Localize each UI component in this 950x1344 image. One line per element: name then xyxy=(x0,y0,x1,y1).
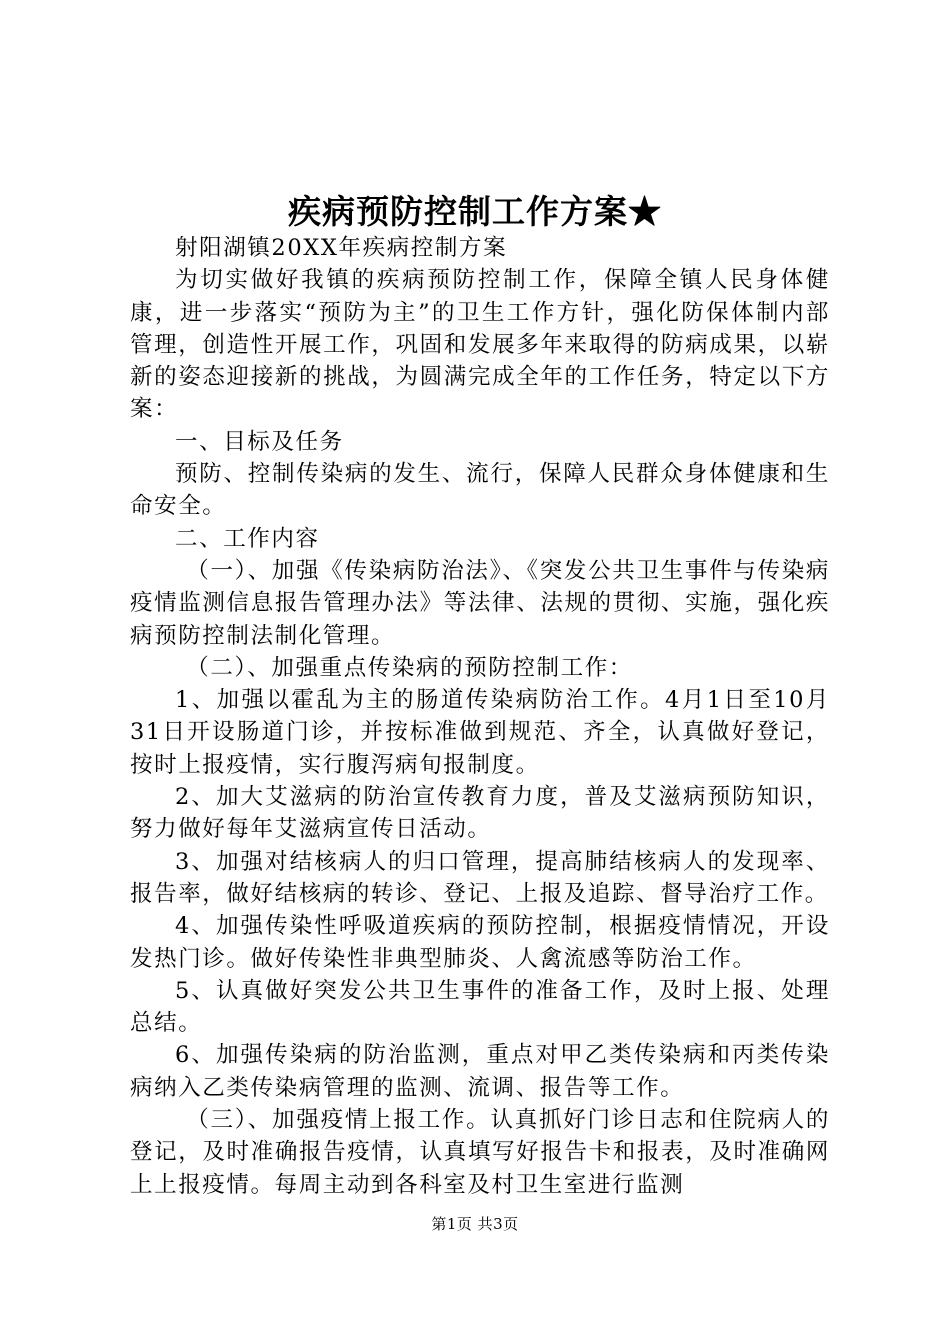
list-item-5: 5、认真做好突发公共卫生事件的准备工作，及时上报、处理总结。 xyxy=(130,977,830,1037)
document-body xyxy=(130,232,830,1201)
list-item-2: 2、加大艾滋病的防治宣传教育力度，普及艾滋病预防知识，努力做好每年艾滋病宣传日活动。 xyxy=(130,784,830,843)
work-item-1-paragraph: （一）、加强《传染病防治法》、《突发公共卫生事件与传染病疫情监测信息报告管理办法》等法律、法规的贯彻、实施，强化疾病预防控制法制化管理。 xyxy=(130,557,830,649)
section-heading-goals: 一、目标及任务 xyxy=(175,428,344,455)
intro-paragraph: 为切实做好我镇的疾病预防控制工作，保障全镇人民身体健康，进一步落实“预防为主”的卫生工作方针，强化防保体制内部管理，创造性开展工作，巩固和发展多年来取得的防病成果，以崭新的姿态迎接新的挑战，为圆满完成全年的工作任务，特定以下方案： xyxy=(130,267,830,423)
list-item-4: 4、加强传染性呼吸道疾病的预防控制，根据疫情情况，开设发热门诊。做好传染性非典型肺炎、人禽流感等防治工作。 xyxy=(130,913,830,972)
work-item-2-heading: （二）、加强重点传染病的预防控制工作： xyxy=(186,654,633,681)
document-title: 疾病预防控制工作方案★ xyxy=(288,192,662,231)
list-item-6: 6、加强传染病的防治监测，重点对甲乙类传染病和丙类传染病纳入乙类传染病管理的监测、流调、报告等工作。 xyxy=(130,1042,830,1101)
work-item-3-paragraph: （三）、加强疫情上报工作。认真抓好门诊日志和住院病人的登记，及时准确报告疫情，认真填写好报告卡和报表，及时准确网上上报疫情。每周主动到各科室及村卫生室进行监测 xyxy=(130,1107,830,1198)
list-item-3: 3、加强对结核病人的归口管理，提高肺结核病人的发现率、报告率，做好结核病的转诊、登记、上报及追踪、督导治疗工作。 xyxy=(130,848,830,907)
section-heading-work-content: 二、工作内容 xyxy=(175,525,320,552)
page-footer: 第1页 共3页 xyxy=(431,1215,519,1233)
doc-subtitle-paragraph: 射阳湖镇20XX年疾病控制方案 xyxy=(175,235,508,261)
goals-paragraph: 预防、控制传染病的发生、流行，保障人民群众身体健康和生命安全。 xyxy=(130,461,830,520)
list-item-1: 1、加强以霍乱为主的肠道传染病防治工作。4月1日至10月31日开设肠道门诊，并按标准做到规范、齐全，认真做好登记，按时上报疫情，实行腹泻病旬报制度。 xyxy=(130,687,830,778)
